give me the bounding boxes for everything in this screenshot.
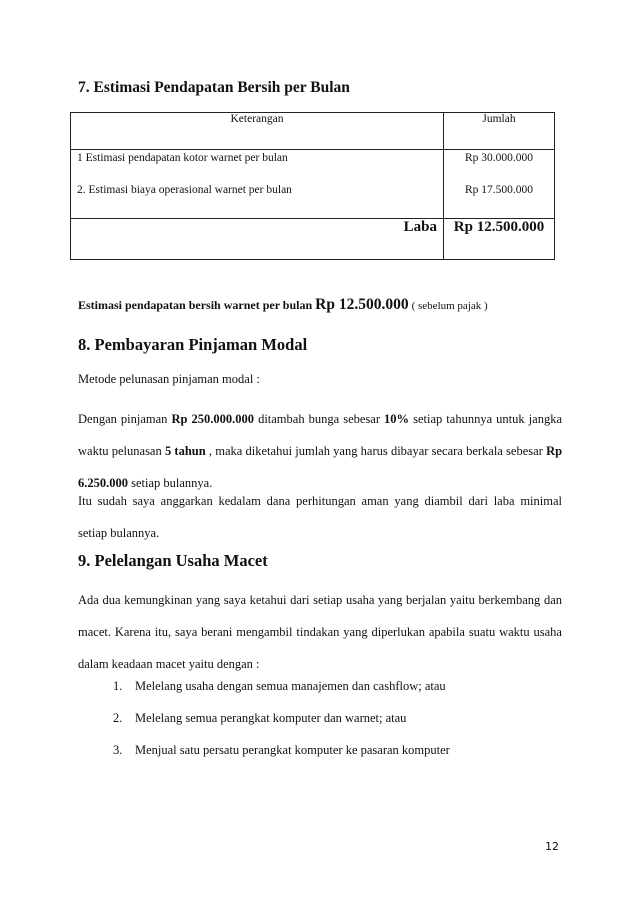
summary-amount: Rp 12.500.000 xyxy=(315,296,409,313)
loan-text-c: setiap tahunnya untuk jangka waktu pelunasan xyxy=(78,412,562,458)
loan-rate: 10% xyxy=(384,412,410,426)
list-text: Melelang usaha dengan semua manajemen dan cashflow; atau xyxy=(135,679,446,693)
income-estimate-table xyxy=(70,112,555,260)
jumlah-cell xyxy=(444,150,555,219)
table-row xyxy=(71,150,555,219)
loan-term: 5 tahun xyxy=(164,444,206,458)
list-number: 2. xyxy=(113,711,123,725)
loan-text-a: Dengan pinjaman xyxy=(78,412,168,426)
summary-note: ( sebelum pajak ) xyxy=(411,300,488,312)
table-header-row xyxy=(71,113,555,150)
header-jumlah: Jumlah xyxy=(444,113,555,150)
table-total-row xyxy=(71,219,555,260)
loan-text-b: ditambah bunga sebesar xyxy=(258,412,380,426)
loan-text-d: , maka diketahui jumlah yang harus dibayar secara berkala sebesar xyxy=(208,444,543,458)
total-value: Rp 12.500.000 xyxy=(444,219,555,260)
net-income-summary xyxy=(78,296,488,314)
list-text: Menjual satu persatu perangkat komputer ke pasaran komputer xyxy=(135,743,450,757)
section-8-heading: 8. Pembayaran Pinjaman Modal xyxy=(78,335,308,354)
loan-monthly: Rp 6.250.000 xyxy=(78,444,563,490)
header-keterangan: Keterangan xyxy=(71,113,444,150)
list-number: 3. xyxy=(113,743,123,757)
loan-amount: 250.000.000 xyxy=(191,412,255,426)
summary-text: Estimasi pendapatan bersih warnet per bulan xyxy=(78,298,313,312)
section-7-heading: 7. Estimasi Pendapatan Bersih per Bulan xyxy=(78,79,350,96)
list-number: 1. xyxy=(113,679,123,693)
row-value-2: Rp 17.500.000 xyxy=(464,184,534,196)
section-9-intro: Ada dua kemungkinan yang saya ketahui dari setiap usaha yang berjalan yaitu berkembang dan macet. Karena itu, saya berani mengambil tindakan yang diperlukan apabila suatu waktu usaha dalam keadaan macet yaitu dengan : xyxy=(78,593,562,671)
row-label-1: 1 Estimasi pendapatan kotor warnet per bulan xyxy=(77,152,288,164)
list-item xyxy=(113,743,450,758)
repayment-method: Metode pelunasan pinjaman modal : xyxy=(78,372,260,386)
section-9-heading: 9. Pelelangan Usaha Macet xyxy=(78,551,268,570)
budget-paragraph: Itu sudah saya anggarkan kedalam dana perhitungan aman yang diambil dari laba minimal setiap bulannya. xyxy=(78,494,562,540)
list-item xyxy=(113,711,406,726)
page-number: 12 xyxy=(545,840,559,853)
loan-rp: Rp xyxy=(171,412,188,426)
keterangan-cell xyxy=(71,150,444,219)
list-text: Melelang semua perangkat komputer dan warnet; atau xyxy=(135,711,407,725)
row-value-1: Rp 30.000.000 xyxy=(464,152,534,164)
total-label: Laba xyxy=(71,219,444,260)
row-label-2: 2. Estimasi biaya operasional warnet per bulan xyxy=(77,184,292,196)
loan-text-e: setiap bulannya. xyxy=(131,476,213,490)
list-item xyxy=(113,679,446,694)
